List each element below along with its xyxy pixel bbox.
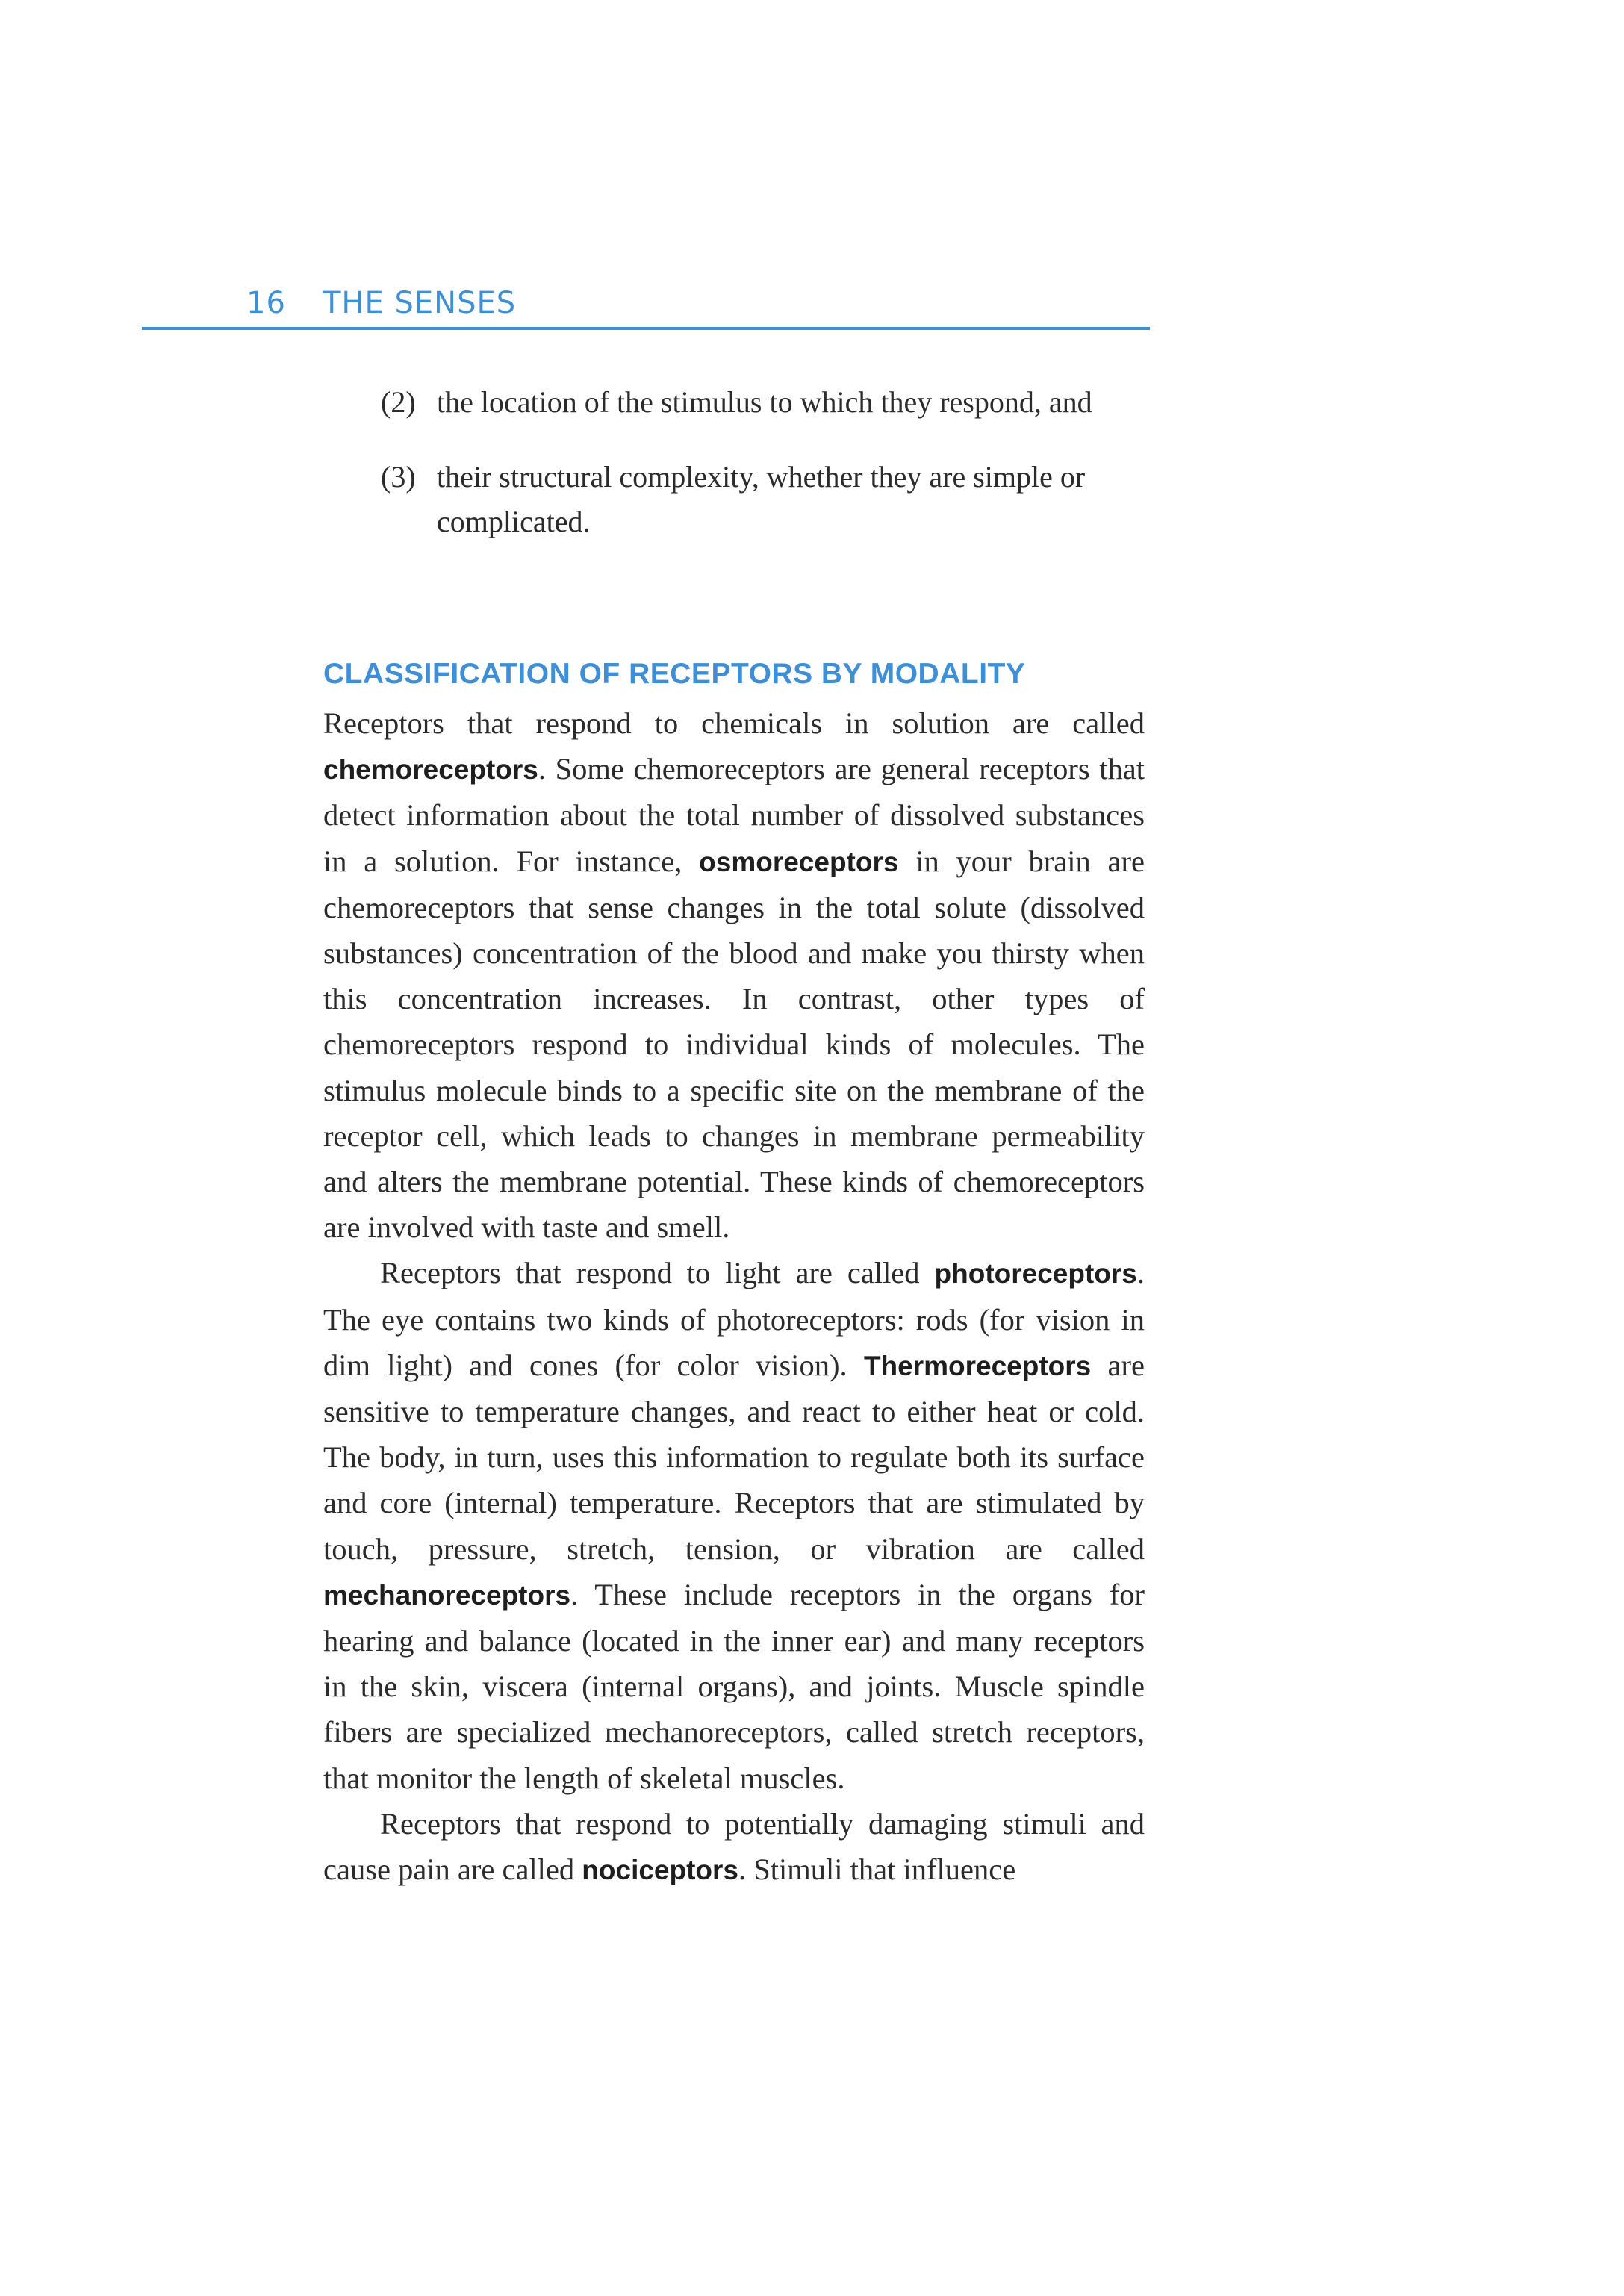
list-item-text: the location of the stimulus to which they respond, and bbox=[437, 385, 1092, 419]
body-text bbox=[323, 700, 1145, 1893]
term-mechanoreceptors: mechanoreceptors bbox=[323, 1579, 571, 1611]
text-run: Receptors that respond to potentially damaging stimuli and cause pain are called bbox=[323, 1806, 1145, 1887]
running-head bbox=[142, 285, 1150, 330]
list-item-text: their structural complexity, whether they are simple or complicated. bbox=[437, 460, 1086, 538]
list-marker: (3) bbox=[381, 460, 416, 494]
list-marker: (2) bbox=[381, 385, 416, 419]
text-run: are sensitive to temperature changes, and react to either heat or cold. The body, in turn, uses this information to regulate both its surface and core (internal) temperature. Receptors that are stimulated by touch, pressure, stretch, tension, or vibration are called bbox=[323, 1348, 1145, 1566]
text-run: . Some chemoreceptors are general receptors that detect information about the total number of dissolved substances in a solution. For instance, bbox=[323, 752, 1145, 878]
text-run: Receptors that respond to light are called bbox=[380, 1256, 935, 1290]
list-item bbox=[381, 455, 1157, 544]
running-title: THE SENSES bbox=[323, 286, 517, 320]
text-run: . The eye contains two kinds of photoreceptors: rods (for vision in dim light) and cones (for color vision). bbox=[323, 1256, 1145, 1382]
text-run: . Stimuli that influence bbox=[738, 1852, 1016, 1887]
term-chemoreceptors: chemoreceptors bbox=[323, 754, 538, 785]
page-number: 16 bbox=[246, 286, 286, 320]
paragraph-photoreceptors bbox=[323, 1250, 1145, 1800]
term-osmoreceptors: osmoreceptors bbox=[699, 846, 899, 877]
term-photoreceptors: photoreceptors bbox=[934, 1258, 1137, 1289]
paragraph-chemoreceptors bbox=[323, 700, 1145, 1250]
list-item bbox=[381, 380, 1157, 425]
text-run: in your brain are chemoreceptors that sense changes in the total solute (dissolved substances) concentration of the blood and make you thirsty when this concentration increases. In contrast, other types of chemoreceptors respond to individual kinds of molecules. The stimulus molecule binds to a specific site on the membrane of the receptor cell, which leads to changes in membrane permeability and alters the membrane potential. These kinds of chemoreceptors are involved with taste and smell. bbox=[323, 844, 1145, 1245]
text-run: . These include receptors in the organs for hearing and balance (located in the inner ear) and many receptors in the skin, viscera (internal organs), and joints. Muscle spindle fibers are specialized mechanoreceptors, called stretch receptors, that monitor the length of skeletal muscles. bbox=[323, 1577, 1145, 1795]
text-run: Receptors that respond to chemicals in solution are called bbox=[323, 706, 1145, 740]
term-thermoreceptors: Thermoreceptors bbox=[863, 1350, 1092, 1381]
paragraph-nociceptors bbox=[323, 1801, 1145, 1893]
term-nociceptors: nociceptors bbox=[582, 1855, 739, 1886]
numbered-list bbox=[381, 380, 1157, 574]
section-heading: CLASSIFICATION OF RECEPTORS BY MODALITY bbox=[323, 658, 1026, 690]
